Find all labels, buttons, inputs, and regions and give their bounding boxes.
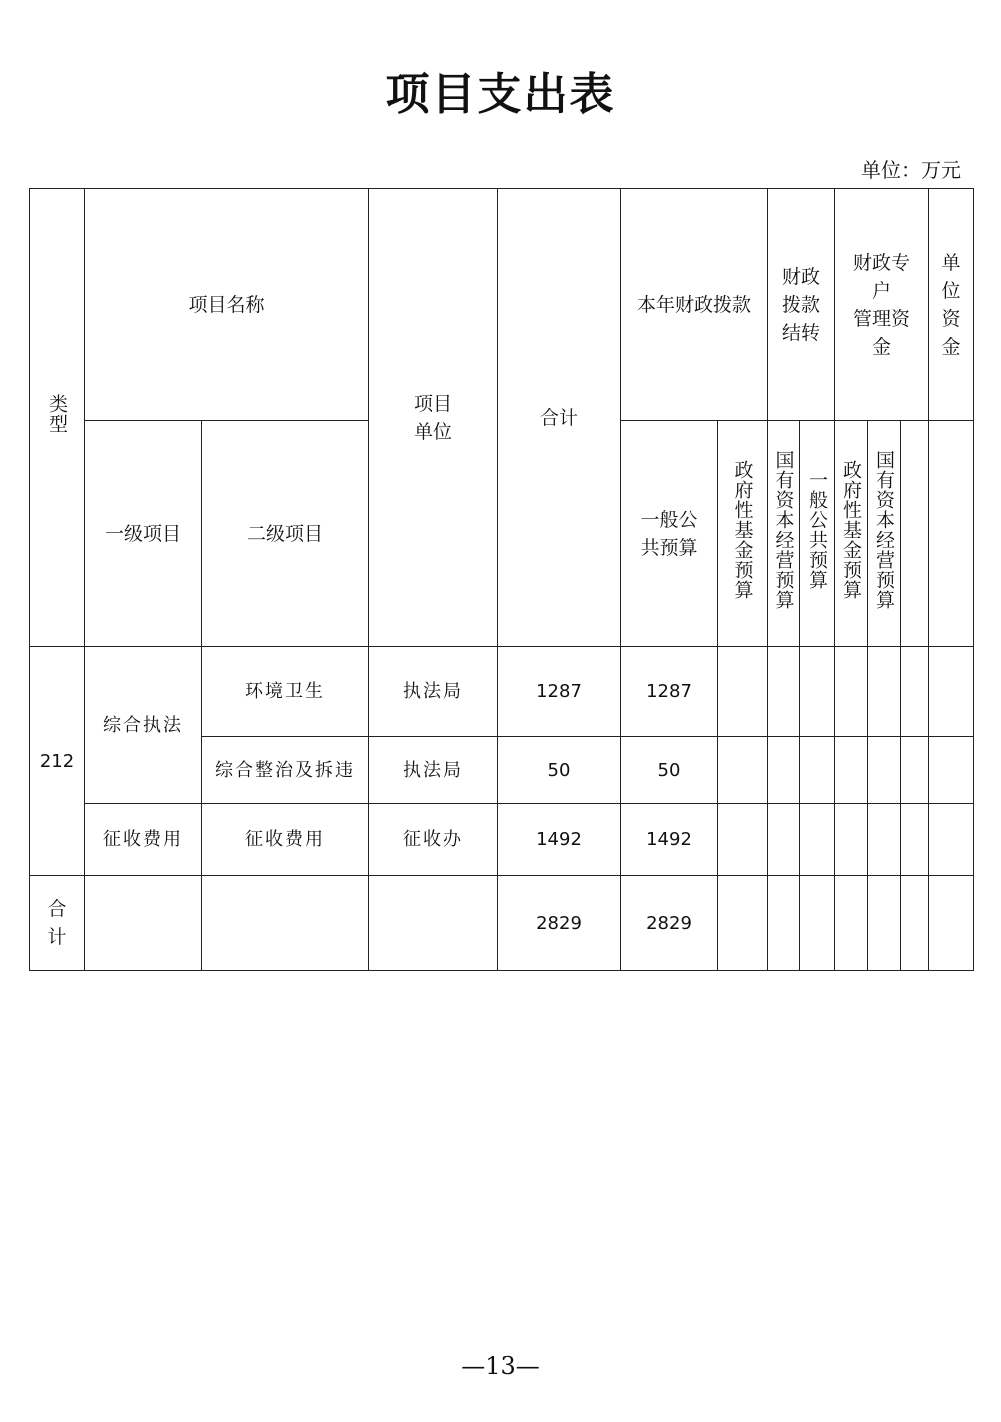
header-general-public-budget-b: 一般公共预算 (800, 421, 835, 647)
row-empty-cell (901, 737, 929, 804)
row-general: 1287 (621, 647, 718, 737)
row-empty-cell (868, 804, 901, 876)
row-unit: 征收办 (369, 804, 498, 876)
header-special-account: 财政专 户 管理资 金 (835, 189, 929, 421)
row-empty-cell (718, 647, 768, 737)
table-row (30, 647, 974, 737)
row-empty-cell (835, 647, 868, 737)
header-state-capital-budget-a: 国有资本经营预算 (768, 421, 800, 647)
row-empty-cell (835, 876, 868, 971)
row-total: 1287 (498, 647, 621, 737)
row-empty-cell (768, 737, 800, 804)
row-empty-cell (835, 804, 868, 876)
row-empty-cell (901, 804, 929, 876)
page-number: —13— (461, 1352, 540, 1380)
row-level1: 综合执法 (85, 647, 202, 804)
row-unit: 执法局 (369, 737, 498, 804)
header-level2: 二级项目 (202, 421, 369, 647)
sum-label: 合 计 (30, 876, 85, 971)
header-gov-fund-budget: 政府性基金预算 (718, 421, 768, 647)
header-type: 类型 (30, 189, 85, 647)
row-empty-cell (868, 647, 901, 737)
row-total: 1492 (498, 804, 621, 876)
row-level1: 征收费用 (85, 804, 202, 876)
row-empty-cell (800, 647, 835, 737)
header-empty-cell (929, 421, 974, 647)
row-empty-cell (768, 876, 800, 971)
table-row (30, 804, 974, 876)
row-empty-cell (718, 876, 768, 971)
row-empty-cell (718, 804, 768, 876)
row-empty-cell (718, 737, 768, 804)
row-empty-cell (369, 876, 498, 971)
row-empty-cell (868, 876, 901, 971)
header-total: 合计 (498, 189, 621, 647)
row-empty-cell (901, 876, 929, 971)
row-empty-cell (929, 737, 974, 804)
row-general: 50 (621, 737, 718, 804)
row-empty-cell (768, 647, 800, 737)
sum-row (30, 876, 974, 971)
header-empty-cell (901, 421, 929, 647)
header-state-capital-budget-b: 国有资本经营预算 (868, 421, 901, 647)
row-empty-cell (202, 876, 369, 971)
row-type: 212 (30, 647, 85, 876)
row-total: 50 (498, 737, 621, 804)
header-unit-funds: 单 位 资 金 (929, 189, 974, 421)
row-level2: 综合整治及拆违 (202, 737, 369, 804)
row-empty-cell (85, 876, 202, 971)
row-empty-cell (929, 876, 974, 971)
row-empty-cell (868, 737, 901, 804)
unit-label: 单位：万元 (861, 158, 961, 182)
row-unit: 执法局 (369, 647, 498, 737)
header-level1: 一级项目 (85, 421, 202, 647)
header-gov-fund-budget-b: 政府性基金预算 (835, 421, 868, 647)
sum-total: 2829 (498, 876, 621, 971)
header-carryover: 财政 拨款 结转 (768, 189, 835, 421)
row-empty-cell (929, 647, 974, 737)
row-empty-cell (800, 804, 835, 876)
row-level2: 征收费用 (202, 804, 369, 876)
row-level2: 环境卫生 (202, 647, 369, 737)
header-row-1 (30, 189, 974, 421)
header-general-public-budget: 一般公 共预算 (621, 421, 718, 647)
row-empty-cell (929, 804, 974, 876)
row-general: 1492 (621, 804, 718, 876)
page-title: 项目支出表 (385, 69, 616, 120)
row-empty-cell (800, 737, 835, 804)
row-empty-cell (901, 647, 929, 737)
header-project-name: 项目名称 (85, 189, 369, 421)
row-empty-cell (800, 876, 835, 971)
project-expenditure-table (29, 188, 974, 971)
header-current-year-appropriation: 本年财政拨款 (621, 189, 768, 421)
sum-general: 2829 (621, 876, 718, 971)
row-empty-cell (768, 804, 800, 876)
header-project-unit: 项目 单位 (369, 189, 498, 647)
row-empty-cell (835, 737, 868, 804)
